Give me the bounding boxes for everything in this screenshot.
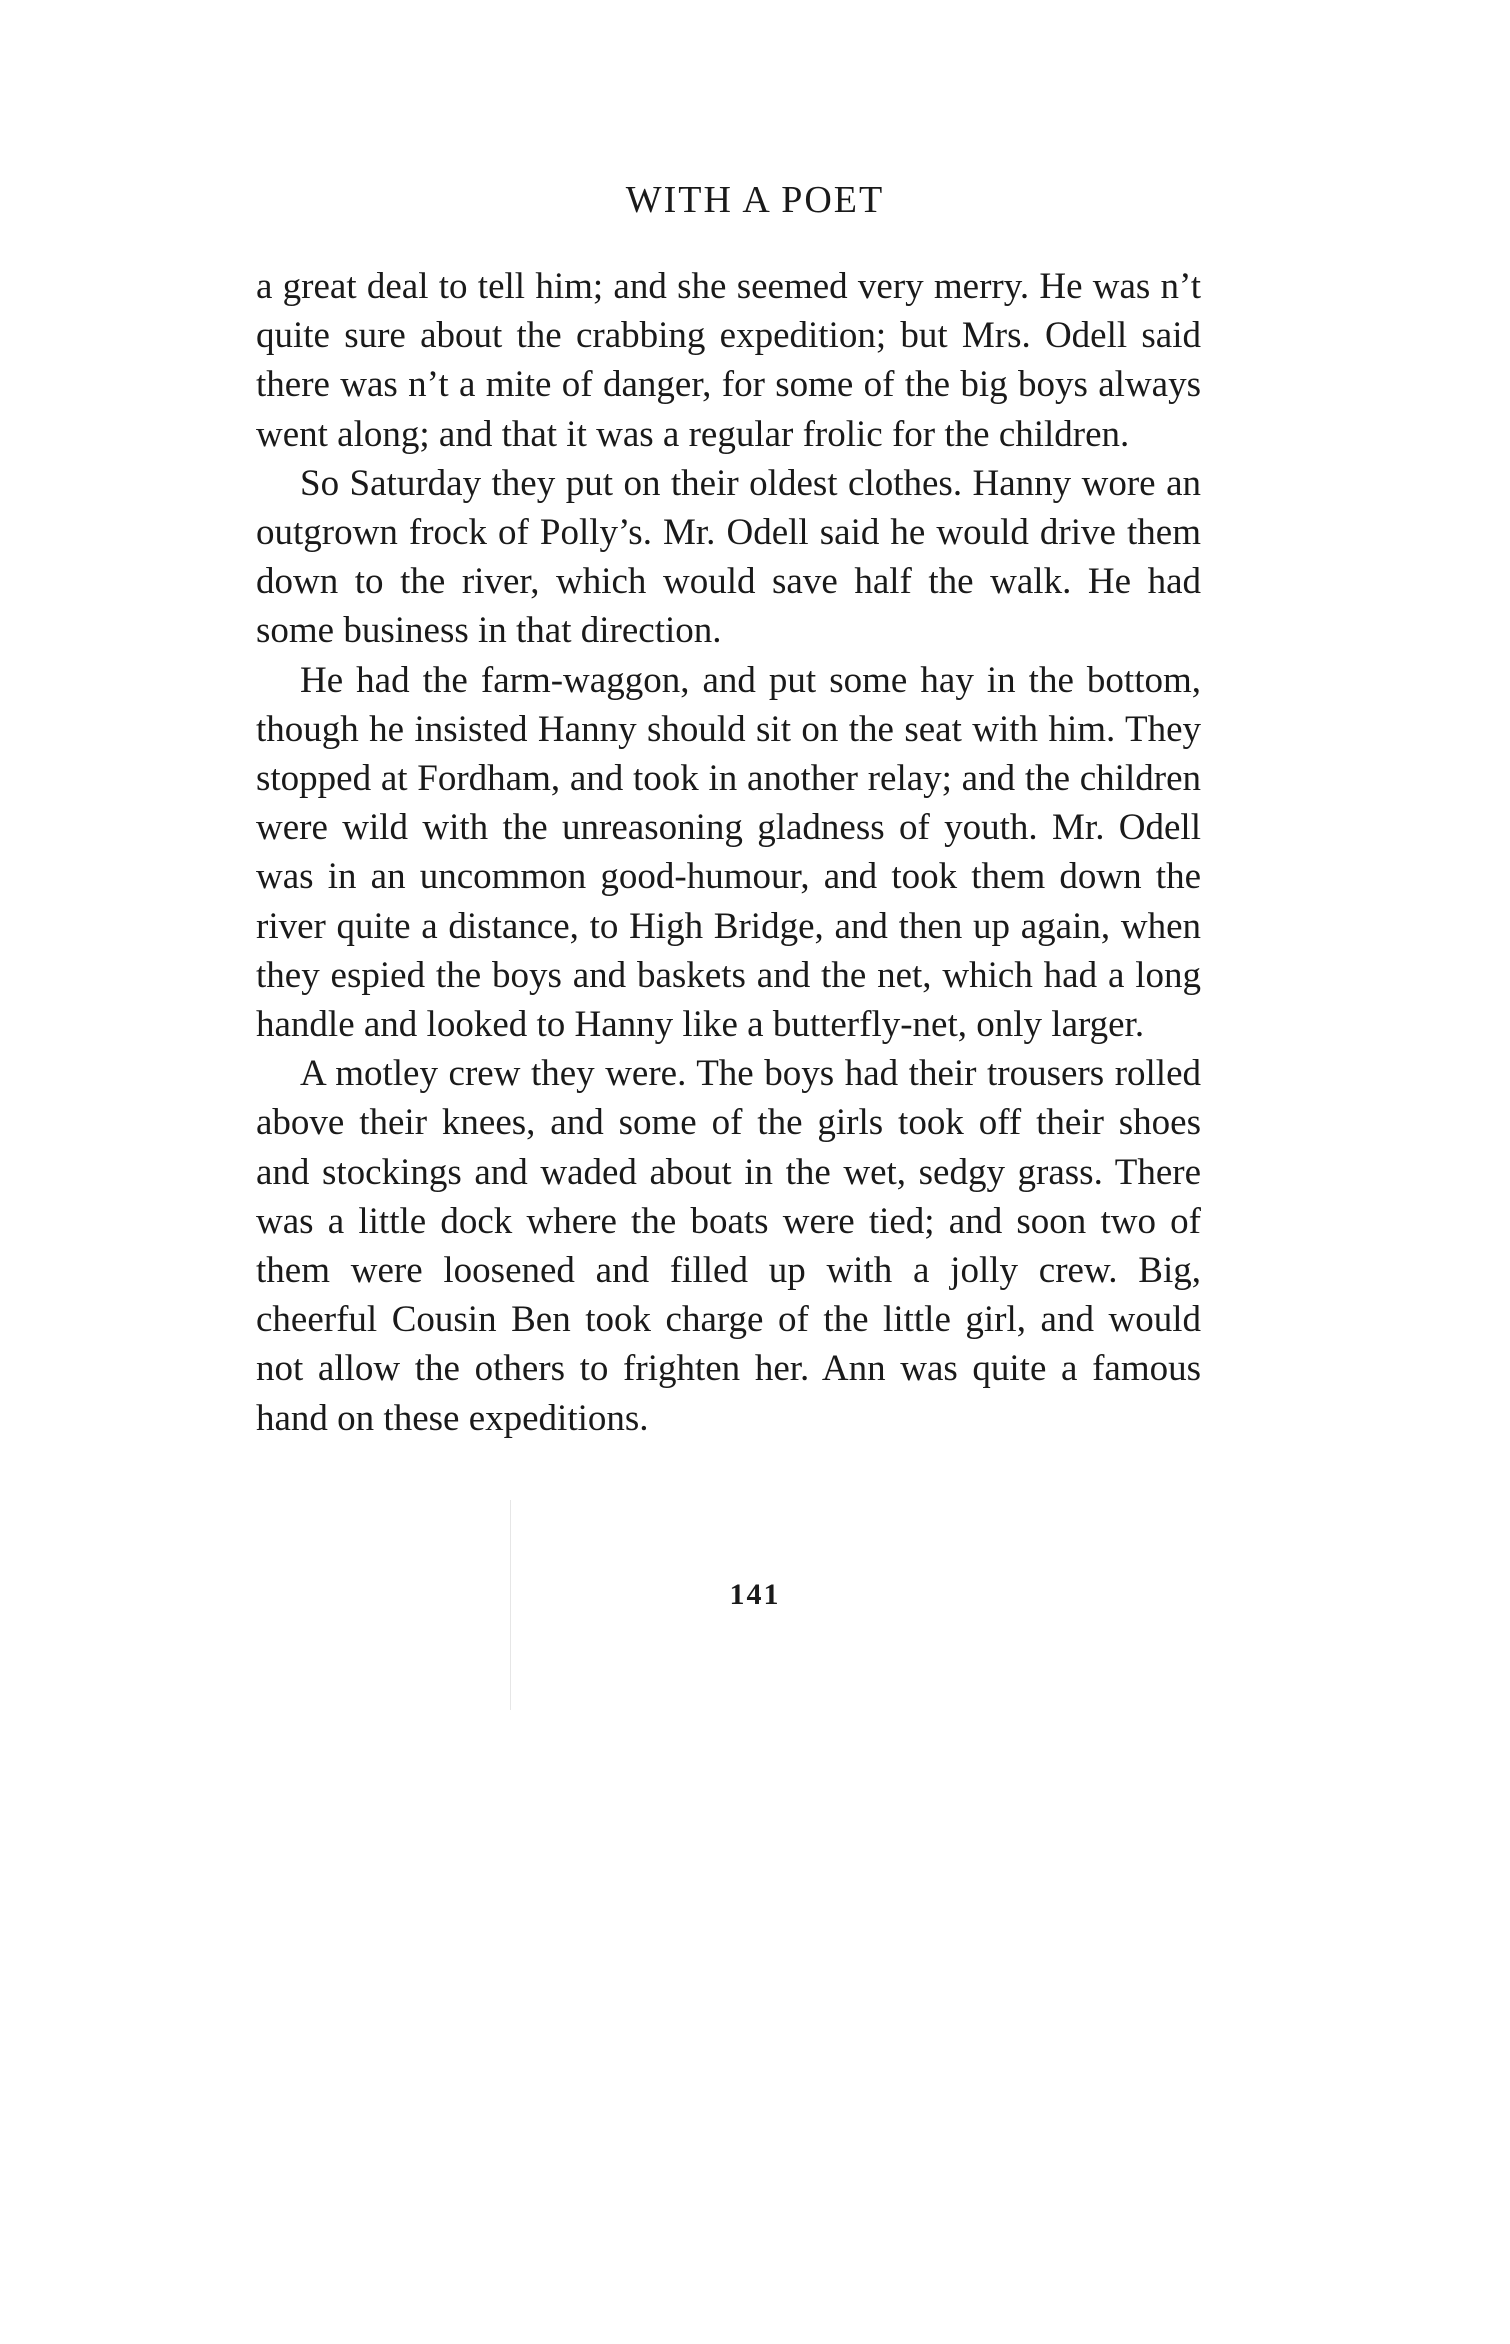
page-number: 141 — [729, 1578, 781, 1611]
scan-artifact-line — [510, 1500, 511, 1710]
paragraph-3: He had the farm-waggon, and put some hay in the bottom, though he insisted Hanny should sit on the seat with him. They stopped at Fordham, and took in another relay; and the children were wild with the unreasoning gladness of youth. Mr. Odell was in an uncommon good-humour, and took them down the river quite a distance, to High Bridge, and then up again, when they espied the boys and baskets and the net, which had a long handle and looked to Hanny like a butterfly-net, only larger. — [256, 659, 1201, 1046]
body-text — [256, 262, 1201, 1443]
paragraph-1: a great deal to tell him; and she seemed very merry. He was n’t quite sure about the crabbing expedition; but Mrs. Odell said there was n’t a mite of danger, for some of the big boys always went along; and that it was a regular frolic for the children. — [256, 266, 1201, 455]
running-head: WITH A POET — [625, 179, 885, 221]
paragraph-2: So Saturday they put on their oldest clothes. Hanny wore an outgrown frock of Polly’s. Mr. Odell said he would drive them down to the river, which would save half the walk. He had some business in that direction. — [256, 462, 1201, 652]
paragraph-4: A motley crew they were. The boys had their trousers rolled above their knees, and some of the girls took off their shoes and stockings and waded about in the wet, sedgy grass. There was a little dock where the boats were tied; and soon two of them were loosened and filled up with a jolly crew. Big, cheerful Cousin Ben took charge of the little girl, and would not allow the others to frighten her. Ann was quite a famous hand on these expeditions. — [256, 1053, 1201, 1439]
